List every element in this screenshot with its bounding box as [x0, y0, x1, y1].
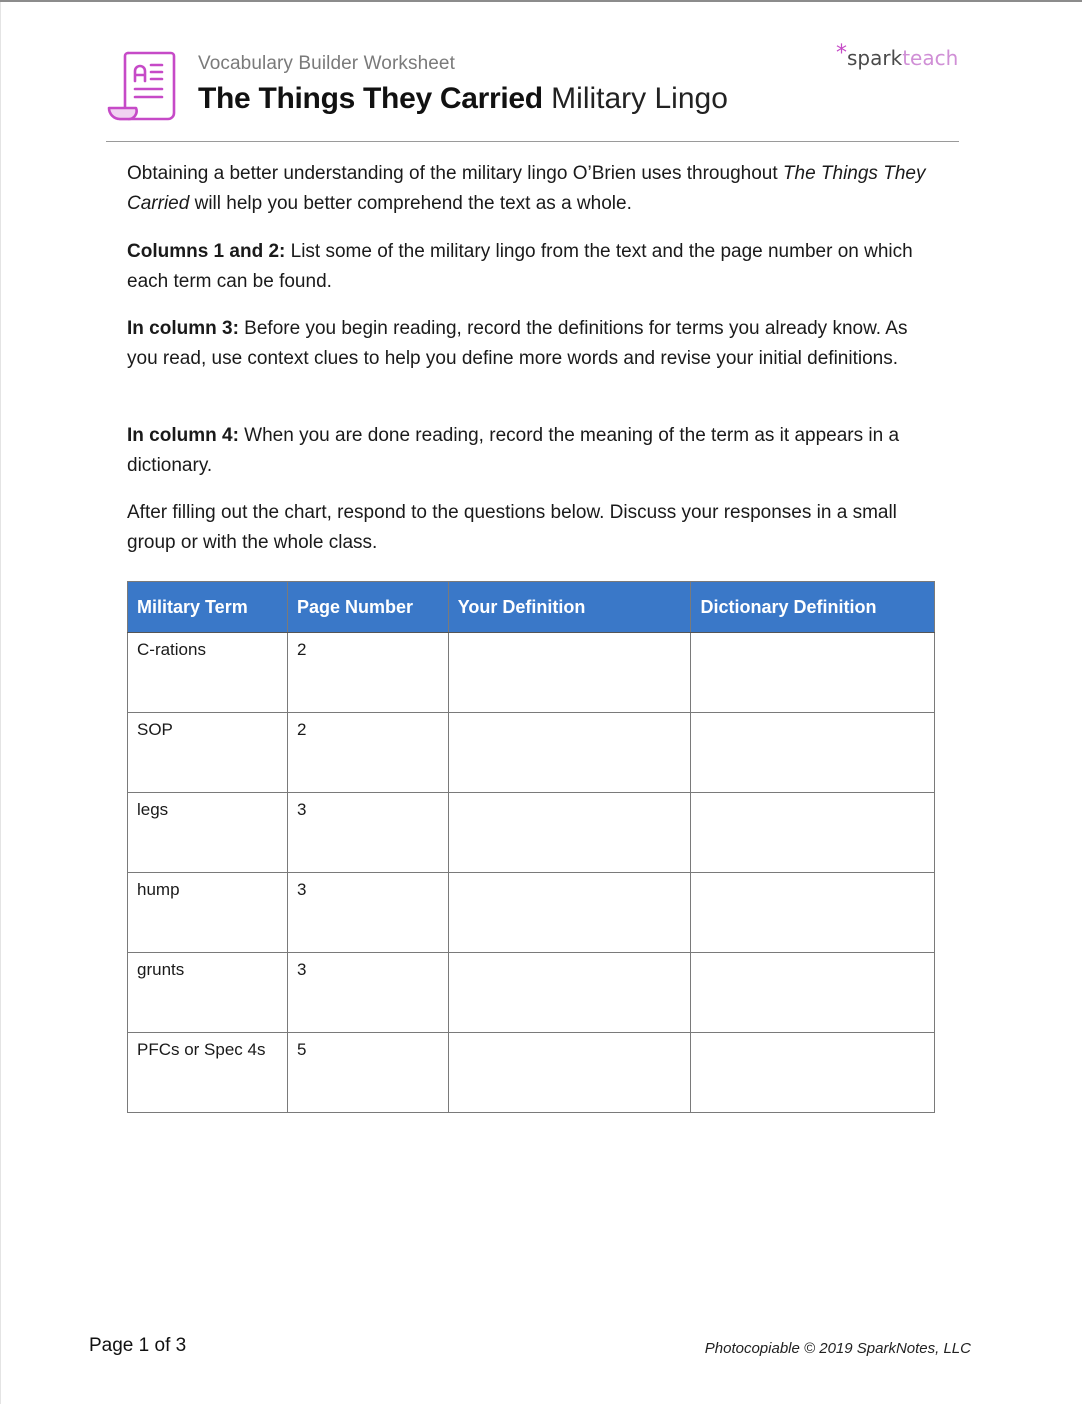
- your-definition-cell[interactable]: [448, 873, 691, 953]
- header-your-definition: Your Definition: [448, 582, 691, 633]
- page-top-border: [0, 0, 1082, 2]
- dictionary-definition-cell[interactable]: [691, 633, 935, 713]
- instruction-text: List some of the military lingo from the text and the page number on which each term can be found.: [127, 241, 913, 292]
- term-cell: hump: [128, 873, 288, 953]
- page-cell: 3: [288, 953, 449, 1033]
- instruction-label: Columns 1 and 2:: [127, 241, 286, 262]
- header-page-number: Page Number: [288, 582, 449, 633]
- your-definition-cell[interactable]: [448, 1033, 691, 1113]
- dictionary-definition-cell[interactable]: [691, 953, 935, 1033]
- intro-text-end: will help you better comprehend the text as a whole.: [189, 193, 632, 214]
- your-definition-cell[interactable]: [448, 953, 691, 1033]
- page-title: [198, 82, 728, 116]
- column-4-instructions: [127, 421, 927, 481]
- sparkteach-logo: [836, 41, 959, 71]
- intro-paragraph: [127, 159, 927, 219]
- page-cell: 2: [288, 713, 449, 793]
- table-row: [128, 953, 935, 1033]
- column-3-instructions: [127, 314, 927, 374]
- instruction-text: When you are done reading, record the meaning of the term as it appears in a dictionary.: [127, 425, 900, 476]
- vocabulary-table: [127, 581, 935, 1113]
- term-cell: PFCs or Spec 4s: [128, 1033, 288, 1113]
- table-header-row: [128, 582, 935, 633]
- dictionary-definition-cell[interactable]: [691, 793, 935, 873]
- dictionary-definition-cell[interactable]: [691, 1033, 935, 1113]
- dictionary-definition-cell[interactable]: [691, 873, 935, 953]
- columns-1-2-instructions: [127, 237, 927, 297]
- header-military-term: Military Term: [128, 582, 288, 633]
- term-cell: grunts: [128, 953, 288, 1033]
- asterisk-icon: *: [836, 41, 847, 66]
- vocabulary-document-icon: [106, 50, 180, 124]
- page-cell: 2: [288, 633, 449, 713]
- table-row: [128, 793, 935, 873]
- page-left-edge: [0, 2, 1, 1404]
- header-dictionary-definition: Dictionary Definition: [691, 582, 935, 633]
- header-divider: [106, 141, 959, 142]
- table-row: [128, 873, 935, 953]
- table-row: [128, 1033, 935, 1113]
- table-row: [128, 713, 935, 793]
- worksheet-type: Vocabulary Builder Worksheet: [198, 53, 455, 74]
- title-book: The Things They Carried: [198, 82, 543, 115]
- page-cell: 3: [288, 793, 449, 873]
- term-cell: SOP: [128, 713, 288, 793]
- instruction-label: In column 3:: [127, 318, 239, 339]
- after-chart-instructions: After filling out the chart, respond to the questions below. Discuss your responses in a small group or with the whole class.: [127, 502, 897, 553]
- page-number: Page 1 of 3: [89, 1335, 187, 1356]
- your-definition-cell[interactable]: [448, 713, 691, 793]
- instruction-label: In column 4:: [127, 425, 239, 446]
- logo-spark: spark: [847, 46, 903, 70]
- table-row: [128, 633, 935, 713]
- book-title-italic: The Things They Carried: [127, 163, 926, 214]
- instruction-text: Before you begin reading, record the definitions for terms you already know. As you read, use context clues to help you define more words and revise your initial definitions.: [127, 318, 908, 369]
- copyright-notice: Photocopiable © 2019 SparkNotes, LLC: [704, 1340, 971, 1357]
- logo-teach: teach: [902, 46, 959, 70]
- dictionary-definition-cell[interactable]: [691, 713, 935, 793]
- your-definition-cell[interactable]: [448, 633, 691, 713]
- title-topic: Military Lingo: [542, 82, 728, 115]
- intro-text: Obtaining a better understanding of the military lingo O’Brien uses throughout: [127, 163, 783, 184]
- page-cell: 5: [288, 1033, 449, 1113]
- your-definition-cell[interactable]: [448, 793, 691, 873]
- term-cell: C-rations: [128, 633, 288, 713]
- term-cell: legs: [128, 793, 288, 873]
- page-cell: 3: [288, 873, 449, 953]
